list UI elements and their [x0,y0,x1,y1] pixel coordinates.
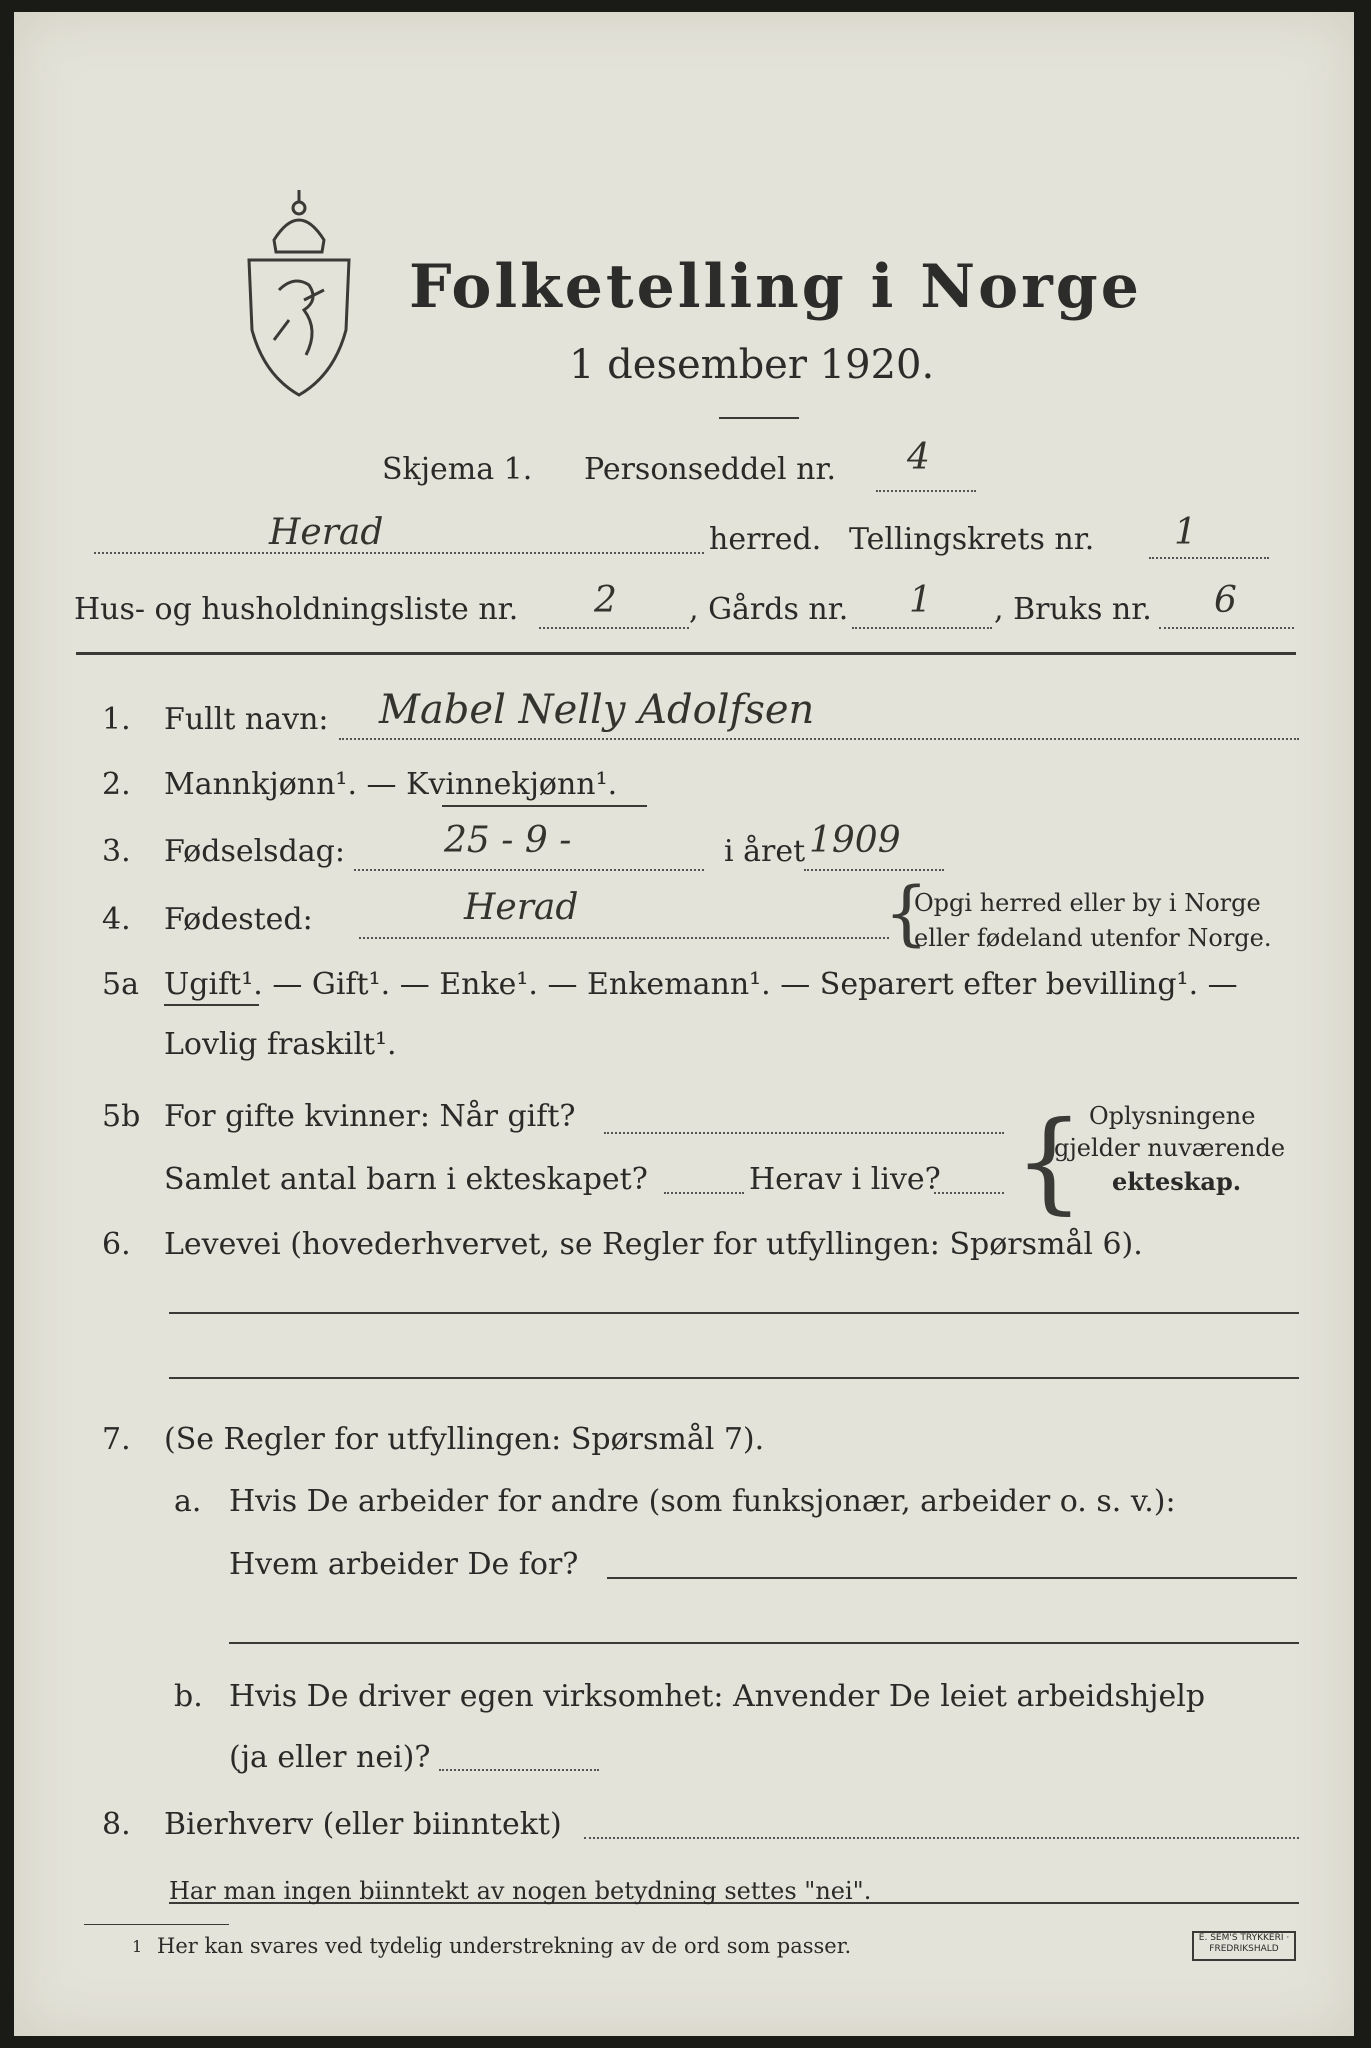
year-value: 1909 [809,820,901,861]
q5b-number: 5b [102,1099,141,1134]
marriage-note-2: gjelder nuværende [1054,1134,1286,1162]
birthday-label: Fødselsdag: [164,834,345,869]
birthplace-value: Herad [464,887,579,928]
own-business-label: Hvis De driver egen virksomhet: Anvender De leiet arbeidshjelp [229,1679,1206,1714]
footnote-text: Her kan svares ved tydelig understrekning av de ord som passer. [157,1934,852,1958]
hus-value: 2 [594,580,617,621]
hus-label: Hus- og husholdningsliste nr. [74,592,519,627]
tellingskrets-value: 1 [1174,512,1197,553]
q8-number: 8. [102,1807,131,1842]
q5a-number: 5a [102,967,139,1002]
personseddel-label: Personseddel nr. [584,452,837,487]
birthplace-label: Fødested: [164,902,313,937]
birthplace-note-1: Opgi herred eller by i Norge [914,889,1261,917]
q2-number: 2. [102,767,131,802]
q7b-number: b. [174,1679,203,1714]
gards-value: 1 [909,580,932,621]
works-for-others-label: Hvis De arbeider for andre (som funksjonær, arbeider o. s. v.): [229,1484,1176,1519]
form-date: 1 desember 1920. [569,342,935,388]
herred-value: Herad [269,512,384,553]
form-title: Folketelling i Norge [409,252,1142,322]
q4-number: 4. [102,902,131,937]
q7a-number: a. [174,1484,202,1519]
q7-label: (Se Regler for utfyllingen: Spørsmål 7). [164,1422,765,1457]
personseddel-value: 4 [907,437,930,478]
marriage-note-1: Oplysningene [1089,1102,1256,1130]
q7-number: 7. [102,1422,131,1457]
printer-stamp: E. SEM'S TRYKKERI · FREDRIKSHALD [1192,1931,1296,1961]
birthplace-note-2: eller fødeland utenfor Norge. [914,924,1272,952]
marital-status-label-2: Lovlig fraskilt¹. [164,1027,397,1062]
herred-label: herred. [709,522,822,557]
year-label: i året [724,834,806,869]
census-form-sheet: Folketelling i Norge 1 desember 1920. Skjema 1. Personseddel nr. 4 Herad herred. Tellingskrets nr. 1 Hus- og husholdningsliste nr. 2 , Gårds nr. 1 , Bruks nr. 6 1. Fullt navn: Mabel Nelly Adolfsen 2. Mannkjønn¹. — Kvinnekjønn¹. 3. Fødselsdag: 25 - 9 - i året 1909 4. Fødested: Herad { Opgi herred eller by i Norge eller fødeland utenfor Norge. 5a Ugift¹. — Gift¹. — Enke¹. — Enkemann¹. — Separert efter bevilling¹. — Lovlig fraskilt¹. 5b For gifte kvinner: Når gift? Samlet antal barn i ekteskapet? Herav i live? { Oplysningene gjelder nuværende ekteskap. 6. Levevei (hovederhvervet, se Regler for utfyllingen: Spørsmål 6). 7. (Se Regler for utfyllingen: Spørsmål 7). a. Hvis De arbeider for andre (som funksjonær, arbeider o. s. v.): Hvem arbeider De for? b. Hvis De driver egen virksomhet: Anvender De leiet arbeidshjelp (ja eller nei)? 8. Bierhverv (eller biinntekt) Har man ingen biinntekt av nogen betydning settes "nei". 1 Her kan svares ved tydelig understrekning av de ord som passer. E. SEM'S TRYKKERI · FREDRIKSHALD [14,12,1354,2036]
q6-number: 6. [102,1227,131,1262]
full-name-label: Fullt navn: [164,702,329,737]
occupation-label: Levevei (hovederhvervet, se Regler for utfyllingen: Spørsmål 6). [164,1227,1143,1262]
married-when-label: For gifte kvinner: Når gift? [164,1099,576,1134]
birthday-value: 25 - 9 - [444,820,572,861]
children-alive-label: Herav i live? [749,1162,941,1197]
side-income-note: Har man ingen biinntekt av nogen betydning settes "nei". [169,1877,872,1905]
q3-number: 3. [102,834,131,869]
hired-help-label: (ja eller nei)? [229,1740,431,1775]
footnote-mark: 1 [132,1937,143,1956]
gards-label: , Gårds nr. [689,592,849,627]
norwegian-coat-of-arms-icon [234,180,364,400]
children-count-label: Samlet antal barn i ekteskapet? [164,1162,648,1197]
marriage-note-3: ekteskap. [1112,1167,1242,1196]
tellingskrets-label: Tellingskrets nr. [849,522,1095,557]
side-income-label: Bierhverv (eller biinntekt) [164,1807,562,1842]
gender-label: Mannkjønn¹. — Kvinnekjønn¹. [164,767,618,802]
bruks-label: , Bruks nr. [994,592,1152,627]
full-name-value: Mabel Nelly Adolfsen [379,687,815,733]
employer-label: Hvem arbeider De for? [229,1547,579,1582]
marital-status-label: Ugift¹. — Gift¹. — Enke¹. — Enkemann¹. — Separert efter bevilling¹. — [164,967,1238,1002]
bruks-value: 6 [1214,580,1237,621]
q1-number: 1. [102,702,131,737]
skjema-label: Skjema 1. [382,452,533,487]
